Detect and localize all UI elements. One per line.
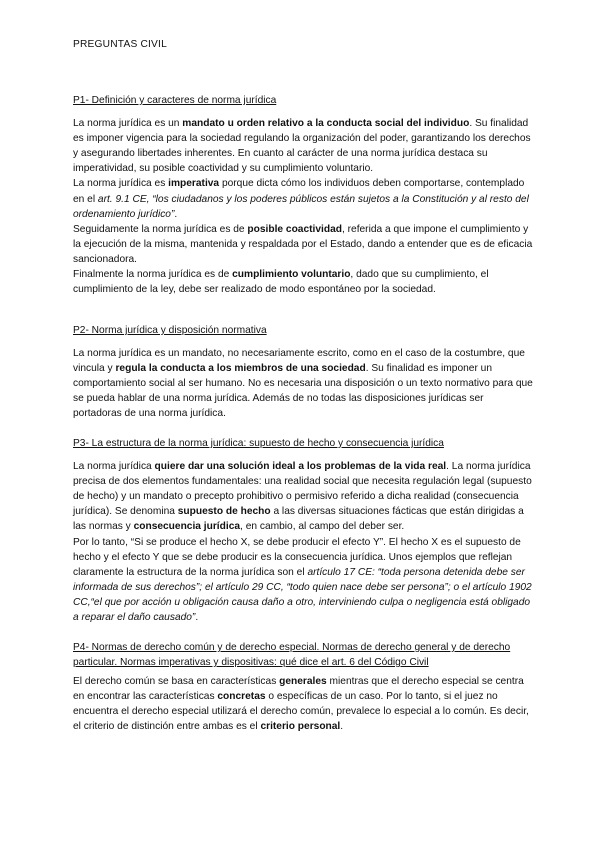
bold-text: imperativa [168, 178, 220, 190]
bold-text: supuesto de hecho [177, 506, 271, 518]
text-run: , referida a que impone el cumplimiento y la ejecución de la misma, mantenida y respaldada por el Estado, dando a entender que es de eficacia sancionadora. [73, 223, 533, 265]
text-run: La norma jurídica [73, 461, 155, 473]
text-run: La norma jurídica es un [73, 118, 183, 130]
bold-text: mandato u orden relativo a la conducta social del individuo [182, 118, 470, 130]
text-run: , en cambio, al campo del deber ser. [240, 521, 405, 533]
bold-text: cumplimiento voluntario [232, 269, 351, 281]
paragraph [73, 176, 533, 221]
text-run: mientras que el derecho especial se centra en encontrar las características [73, 676, 524, 703]
text-run: La norma jurídica es [73, 178, 169, 190]
text-run: porque dicta cómo los individuos deben comportarse, contemplado en el [73, 178, 525, 205]
text-run: , dado que su cumplimiento, el cumplimiento de la ley, debe ser realizado de modo espontáneo por la sociedad. [73, 269, 489, 296]
paragraph [73, 535, 533, 626]
paragraph [73, 346, 533, 421]
document-title: PREGUNTAS CIVIL [73, 39, 167, 50]
section-heading: P1- Definición y caracteres de norma jurídica [73, 95, 277, 106]
section-p3 [73, 436, 533, 625]
section-body [73, 346, 533, 421]
bold-text: concretas [217, 691, 266, 703]
bold-text: generales [279, 676, 327, 687]
section-p4 [73, 640, 533, 734]
text-run: . [340, 721, 344, 733]
text-run: Por lo tanto, “Si se produce el hecho X, se debe producir el efecto Y”. El hecho X es el supuesto de hecho y el efecto Y que se debe producir es la consecuencia jurídica. Unos ejemplos que reflejan claramente la estructura de la norma jurídica son el [73, 536, 521, 578]
section-body [73, 459, 533, 625]
text-run: . Su finalidad es imponer vigencia para la sociedad regulando la organización del poder, garantizando los derechos y asegurando libertades inherentes. En cuanto al carácter de una norma jurídica destaca su imperatividad, su posible coactividad y su cumplimiento voluntario. [73, 118, 531, 175]
text-run: . Su finalidad es imponer un comportamiento social al ser humano. No es necesaria una disposición o un texto normativo para que se pueda hablar de una norma jurídica. Además de no todas las disposiciones jurídicas ser portadoras de una norma jurídica. [73, 363, 533, 420]
italic-text: artículo 17 CE: “toda persona detenida debe ser informada de sus derechos”; el artículo 29 CC, “todo quien nace debe ser persona”; o el artículo 1902 CC,“el que por acción u obligación causa daño a otro, interviniendo culpa o negligencia está obligado a reparar el daño causado” [73, 566, 532, 624]
section-p2 [73, 323, 533, 422]
italic-text: art. 9.1 CE, “los ciudadanos y los poderes públicos están sujetos a la Constitución y al resto del ordenamiento jurídico” [73, 193, 529, 220]
text-run: . [174, 208, 178, 220]
section-body [73, 116, 533, 297]
bold-text: posible coactividad [247, 223, 342, 235]
text-run: Finalmente la norma jurídica es de [73, 269, 233, 281]
section-body [73, 674, 533, 734]
bold-text: regula la conducta a los miembros de una sociedad [115, 363, 366, 375]
text-run: a las diversas situaciones fácticas que están dirigidas a las normas y [73, 506, 524, 533]
paragraph [73, 222, 533, 267]
text-run: Seguidamente la norma jurídica es de [73, 223, 248, 235]
bold-text: criterio personal [260, 721, 341, 733]
bold-text: quiere dar una solución ideal a los problemas de la vida real [154, 461, 447, 473]
text-run: o específicas de un caso. Por lo tanto, si el juez no encuentra el derecho especial utilizará el derecho común, prevalece lo especial a lo común. Es decir, el criterio de distinción entre ambas es el [73, 691, 529, 733]
paragraph [73, 459, 533, 534]
paragraph [73, 267, 533, 297]
section-p1 [73, 93, 533, 297]
paragraph [73, 674, 533, 734]
paragraph [73, 116, 533, 176]
text-run: La norma jurídica es un mandato, no necesariamente escrito, como en el caso de la costumbre, que vincula y [73, 348, 525, 375]
section-heading: P3- La estructura de la norma jurídica: supuesto de hecho y consecuencia jurídica [73, 438, 444, 449]
text-run: . [195, 612, 199, 624]
section-heading: P2- Norma jurídica y disposición normativa [73, 325, 267, 336]
bold-text: consecuencia jurídica [133, 521, 241, 533]
section-heading: P4- Normas de derecho común y de derecho especial. Normas de derecho general y de derecho particular. Normas imperativas y dispositivas: qué dice el art. 6 del Código Civil [73, 642, 511, 668]
text-run: El derecho común se basa en características [73, 676, 280, 687]
text-run: . La norma jurídica precisa de dos elementos fundamentales: una realidad social que necesita regulación legal (supuesto de hecho) y un mandato o precepto prohibitivo o permisivo referido a dicha realidad (consecuencia jurídica). Se denomina [73, 461, 532, 518]
